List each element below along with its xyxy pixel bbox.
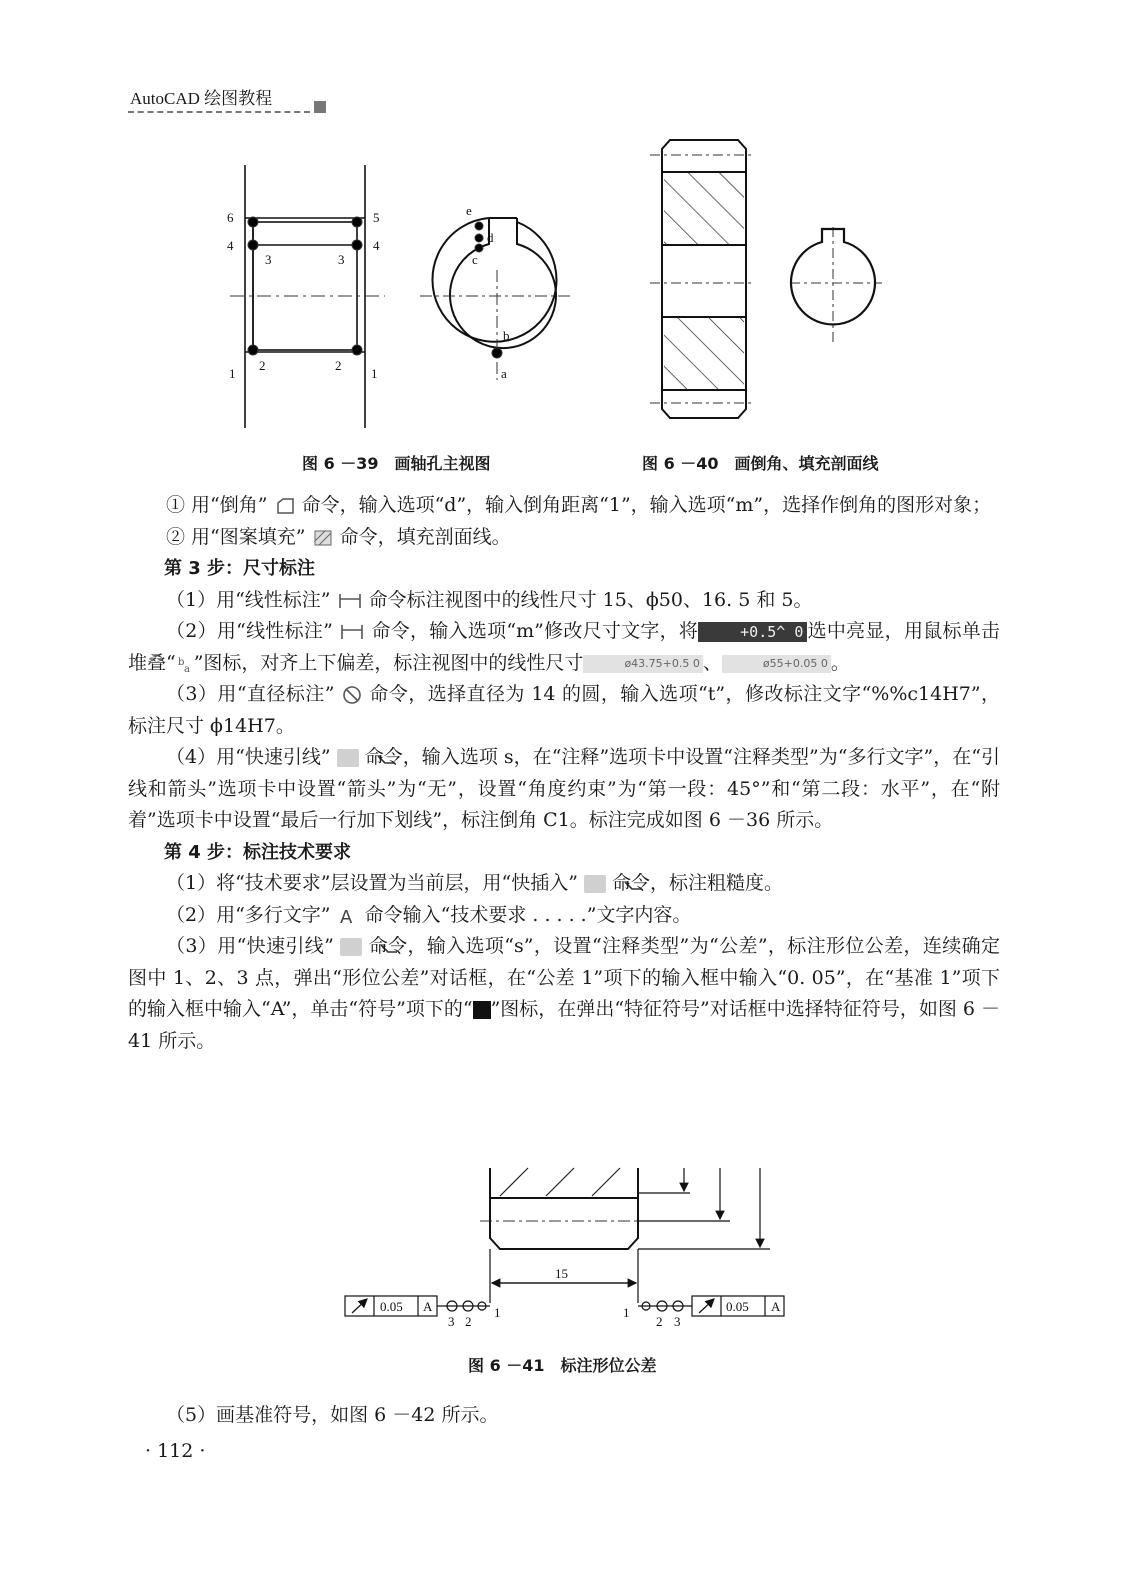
body-text-tail [128, 1400, 1000, 1432]
paragraph-diameter-dim: （3）用“直径标注” 命令，选择直径为 14 的圆，输入选项“t”，修改标注文字“%%c14H7”，标注尺寸 ϕ14H7。 [128, 683, 1000, 737]
fig39-label: b [503, 328, 510, 343]
figure-6-40-caption: 图 6 －40 画倒角、填充剖面线 [642, 454, 879, 473]
fig39-label: 3 [265, 252, 272, 267]
header-square-mark [314, 101, 326, 113]
dim-image-55: ø55+0.05 0 [722, 655, 831, 673]
paragraph-roughness: （1）将“技术要求”层设置为当前层，用“快插入” 命令，标注粗糙度。 [166, 872, 784, 894]
paragraph-datum-symbol: （5）画基准符号，如图 6 －42 所示。 [166, 1404, 499, 1426]
fig39-label: 2 [259, 358, 266, 373]
fig39-label: 5 [373, 210, 380, 225]
page-number: · 112 · [145, 1440, 206, 1462]
paragraph-quick-leader: （4）用“快速引线” 命令，输入选项 s，在“注释”选项卡中设置“注释类型”为“多行文字”，在“引线和箭头”选项卡中设置“箭头”为“无”，设置“角度约束”为“第一段：45°”和“第二段：水平”，在“附着”选项卡中设置“最后一行加下划线”，标注倒角 C1。标注完成如图 6 －36 所示。 [128, 746, 1001, 831]
fig41-point: 3 [448, 1314, 455, 1329]
fig39-label: 3 [338, 252, 345, 267]
left-tolerance-value: 0.05 [380, 1299, 403, 1314]
fig39-label: 1 [371, 366, 378, 381]
fig39-label: c [472, 252, 478, 267]
header-dashed-rule [128, 111, 310, 113]
dim-image-43-75: ø43.75+0.5 0 [583, 655, 702, 673]
quick-leader-icon [340, 938, 362, 956]
highlighted-text: +0.5^ 0 [698, 622, 807, 642]
fig39-label: a [501, 366, 507, 381]
left-datum: A [423, 1299, 433, 1314]
figure-6-39 [225, 160, 585, 435]
paragraph-chamfer: ① 用“倒角” 命令，输入选项“d”，输入倒角距离“1”，输入选项“m”，选择作倒角的图形对象； [166, 494, 992, 516]
right-tolerance-value: 0.05 [726, 1299, 749, 1314]
paragraph-hatch: ② 用“图案填充” 命令，填充剖面线。 [166, 525, 511, 548]
fig39-label: 6 [227, 210, 234, 225]
fig39-label: 1 [229, 366, 236, 381]
figure-6-41 [340, 1163, 810, 1333]
diameter-dimension-icon [341, 685, 363, 705]
hatch-icon [312, 528, 334, 548]
fig39-label: 4 [373, 238, 380, 253]
fig39-label: 2 [335, 358, 342, 373]
svg-text:a: a [183, 663, 190, 673]
fig41-point: 3 [674, 1314, 681, 1329]
fig41-point: 1 [494, 1305, 501, 1320]
fig41-point: 2 [656, 1314, 663, 1329]
stack-icon [176, 655, 194, 673]
quick-leader-icon [584, 875, 606, 893]
paragraph-stack-tolerance: （2）用“线性标注” 命令，输入选项“m”修改尺寸文字，将 +0.5^ 0 选中亮显，用鼠标单击堆叠“ b a ”图标，对齐上下偏差，标注视图中的线性尺寸 ø43.75+0.5 0 、 ø55+0.05 0 。 [128, 620, 1000, 674]
linear-dimension-icon [339, 622, 365, 642]
black-square-icon [473, 1001, 491, 1019]
fig39-label: 4 [227, 238, 234, 253]
mtext-icon [337, 906, 359, 926]
linear-dimension-icon [337, 591, 363, 611]
step-3-heading: 第 3 步：尺寸标注 [164, 558, 316, 579]
quick-leader-icon [337, 749, 359, 767]
body-text [128, 490, 1000, 1057]
paragraph-mtext: （2）用“多行文字” A 命令输入“技术要求 . . . . .”文字内容。 [166, 903, 692, 926]
fig41-point: 1 [623, 1305, 630, 1320]
figure-6-39-caption: 图 6 －39 画轴孔主视图 [302, 454, 491, 473]
running-header: AutoCAD 绘图教程 [130, 89, 273, 108]
fig39-label: d [487, 230, 494, 245]
paragraph-linear-dim: （1）用“线性标注” 命令标注视图中的线性尺寸 15、ϕ50、16. 5 和 5。 [166, 588, 813, 611]
step-4-heading: 第 4 步：标注技术要求 [164, 841, 352, 863]
fig39-label: e [466, 203, 472, 218]
figure-6-40 [650, 135, 890, 430]
dimension-15: 15 [555, 1266, 568, 1281]
svg-text:b: b [177, 656, 185, 668]
right-datum: A [771, 1299, 781, 1314]
paragraph-geometric-tolerance: （3）用“快速引线” 命令，输入选项“s”，设置“注释类型”为“公差”，标注形位公差，连续确定图中 1、2、3 点，弹出“形位公差”对话框，在“公差 1”项下的输入框中输入“0. 05”，在“基准 1”项下的输入框中输入“A”，单击“符号”项下的“ ”图标，在弹出“特征符号”对话框中选择特征符号，如图 6 －41 所示。 [128, 935, 1001, 1052]
figure-6-41-caption: 图 6 －41 标注形位公差 [468, 1356, 657, 1375]
chamfer-icon [274, 496, 296, 516]
fig41-point: 2 [465, 1314, 472, 1329]
svg-text:A: A [339, 906, 352, 926]
